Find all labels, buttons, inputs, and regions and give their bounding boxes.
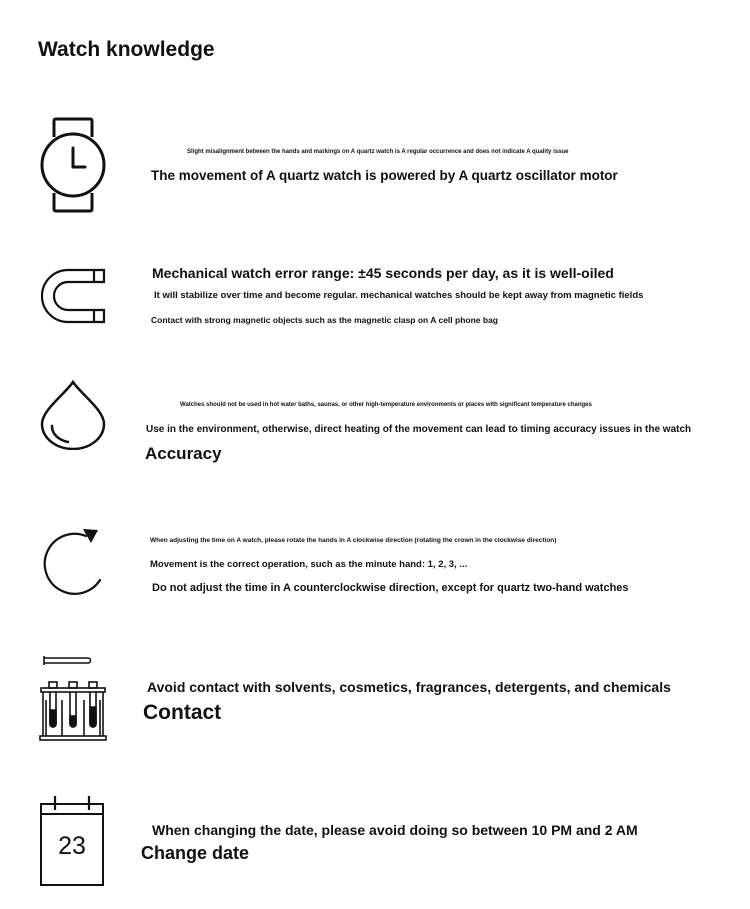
chemical-note-main: Avoid contact with solvents, cosmetics, fragrances, detergents, and chemicals xyxy=(147,679,671,695)
magnet-icon xyxy=(40,268,106,324)
page-title: Watch knowledge xyxy=(38,38,215,61)
calendar-icon xyxy=(38,794,106,888)
watch-note-main: The movement of A quartz watch is powered by A quartz oscillator motor xyxy=(151,168,618,183)
magnet-note-main: Mechanical watch error range: ±45 seconds per day, as it is well-oiled xyxy=(152,265,614,281)
calendar-day: 23 xyxy=(58,832,86,860)
date-note-heading: Change date xyxy=(141,843,250,863)
water-drop-icon xyxy=(38,380,108,450)
rotation-note-warning: Do not adjust the time in A counterclockwise direction, except for quartz two-hand watches xyxy=(152,582,629,594)
water-note-detail: Use in the environment, otherwise, direct heating of the movement can lead to timing accuracy issues in the watch xyxy=(146,424,692,435)
chemical-note-heading: Contact xyxy=(143,701,222,724)
watch-icon xyxy=(38,117,108,213)
rotation-note-small: When adjusting the time on A watch, please rotate the hands in A clockwise direction (rotating the crown in the clockwise direction) xyxy=(150,537,557,544)
clockwise-arrow-icon xyxy=(38,524,108,600)
test-tubes-icon xyxy=(38,652,108,744)
magnet-note-detail: It will stabilize over time and become regular. mechanical watches should be kept away from magnetic fields xyxy=(154,290,644,301)
water-note-small: Watches should not be used in hot water baths, saunas, or other high-temperature environments or places with significant temperature changes xyxy=(180,402,592,408)
magnet-note-contact: Contact with strong magnetic objects such as the magnetic clasp on A cell phone bag xyxy=(151,315,498,325)
date-note-main: When changing the date, please avoid doing so between 10 PM and 2 AM xyxy=(152,822,638,838)
rotation-note-detail: Movement is the correct operation, such as the minute hand: 1, 2, 3, ... xyxy=(150,559,468,570)
watch-note-small: Slight misalignment between the hands and markings on A quartz watch is A regular occurrence and does not indicate A quality issue xyxy=(187,149,569,155)
water-note-heading: Accuracy xyxy=(145,444,222,463)
